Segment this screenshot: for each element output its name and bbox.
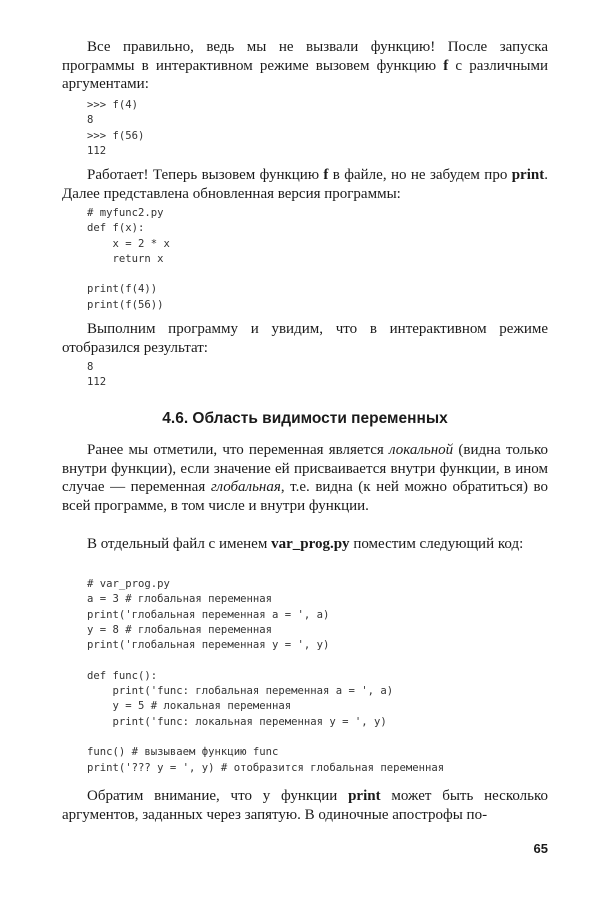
term-global: глобальная [210, 479, 281, 495]
paragraph-text: . Далее представлена обновленная версия программы: [62, 167, 548, 202]
code-line: x = 2 * x [87, 237, 170, 250]
code-line: print('func: локальная переменная y = ', y) [87, 715, 387, 728]
paragraph-intro [62, 38, 548, 94]
code-line: print('func: глобальная переменная a = ', a) [87, 685, 394, 698]
paragraph-text: В отдельный файл с именем [87, 536, 272, 552]
code-line: # var_prog.py [87, 578, 170, 590]
code-line: 8 [87, 361, 94, 373]
code-line: a = 3 # глобальная переменная [87, 593, 272, 606]
code-line: # myfunc2.py [87, 207, 164, 219]
paragraph-text: (видна только внутри функции), если значение ей присваивается внутри функции, в ином случае — переменная [62, 442, 548, 495]
code-block-var-prog [87, 577, 444, 776]
paragraph-run-program [62, 320, 548, 357]
paragraph-works [62, 166, 548, 203]
file-name: var_prog.py [271, 536, 350, 552]
code-line: >>> f(56) [87, 129, 145, 142]
function-name-f: f [323, 167, 329, 183]
function-name-print: print [348, 788, 381, 804]
code-line: 112 [87, 376, 107, 389]
code-line: y = 8 # глобальная переменная [87, 623, 272, 636]
code-line: >>> f(4) [87, 99, 139, 111]
function-name-print: print [511, 167, 545, 183]
code-block-myfunc2 [87, 206, 170, 313]
code-line: return x [87, 252, 164, 265]
code-line: 112 [87, 144, 107, 157]
paragraph-scope-intro [62, 441, 548, 515]
code-line: print('глобальная переменная y = ', y) [87, 639, 330, 652]
code-line: y = 5 # локальная переменная [87, 700, 292, 713]
code-line: print(f(56)) [87, 298, 164, 311]
paragraph-text: Работает! Теперь вызовем функцию [87, 167, 324, 183]
function-name-f: f [443, 57, 449, 74]
code-line: print('глобальная переменная a = ', a) [87, 608, 330, 621]
paragraph-text: в файле, но не забудем про [328, 167, 512, 183]
code-line [87, 653, 444, 668]
code-line: print(f(4)) [87, 283, 158, 296]
paragraph-text: Выполним программу и увидим, что в интерактивном режиме отобразился результат: [62, 321, 548, 356]
paragraph-text: Ранее мы отметили, что переменная является [87, 442, 389, 458]
code-line: 8 [87, 114, 94, 127]
term-local: локальной [389, 442, 454, 458]
paragraph-print-args [62, 787, 548, 824]
page-number: 65 [533, 841, 548, 856]
code-line: def f(x): [87, 222, 145, 235]
code-block-interactive [87, 98, 144, 159]
code-block-output [87, 360, 106, 391]
paragraph-text: может быть несколько аргументов, заданных через запятую. В одиночные апострофы по- [62, 788, 548, 823]
paragraph-text: , т.е. видна (к ней можно обратиться) во всей программе, в том числе и внутри функции. [62, 479, 549, 514]
paragraph-text: Обратим внимание, что у функции [87, 788, 349, 804]
paragraph-file-intro [62, 535, 548, 554]
paragraph-text: Все правильно, ведь мы не вызвали функцию! После запуска программы в интерактивном режиме вызовем функцию [62, 39, 548, 74]
code-line [87, 730, 444, 745]
code-line: def func(): [87, 669, 158, 682]
paragraph-text: с различными аргументами: [62, 57, 548, 92]
section-heading: 4.6. Область видимости переменных [162, 410, 448, 427]
code-line [87, 267, 170, 282]
paragraph-text: поместим следующий код: [349, 536, 524, 552]
code-line: func() # вызываем функцию func [87, 746, 279, 759]
code-line: print('??? y = ', y) # отобразится глобальная переменная [87, 761, 445, 774]
